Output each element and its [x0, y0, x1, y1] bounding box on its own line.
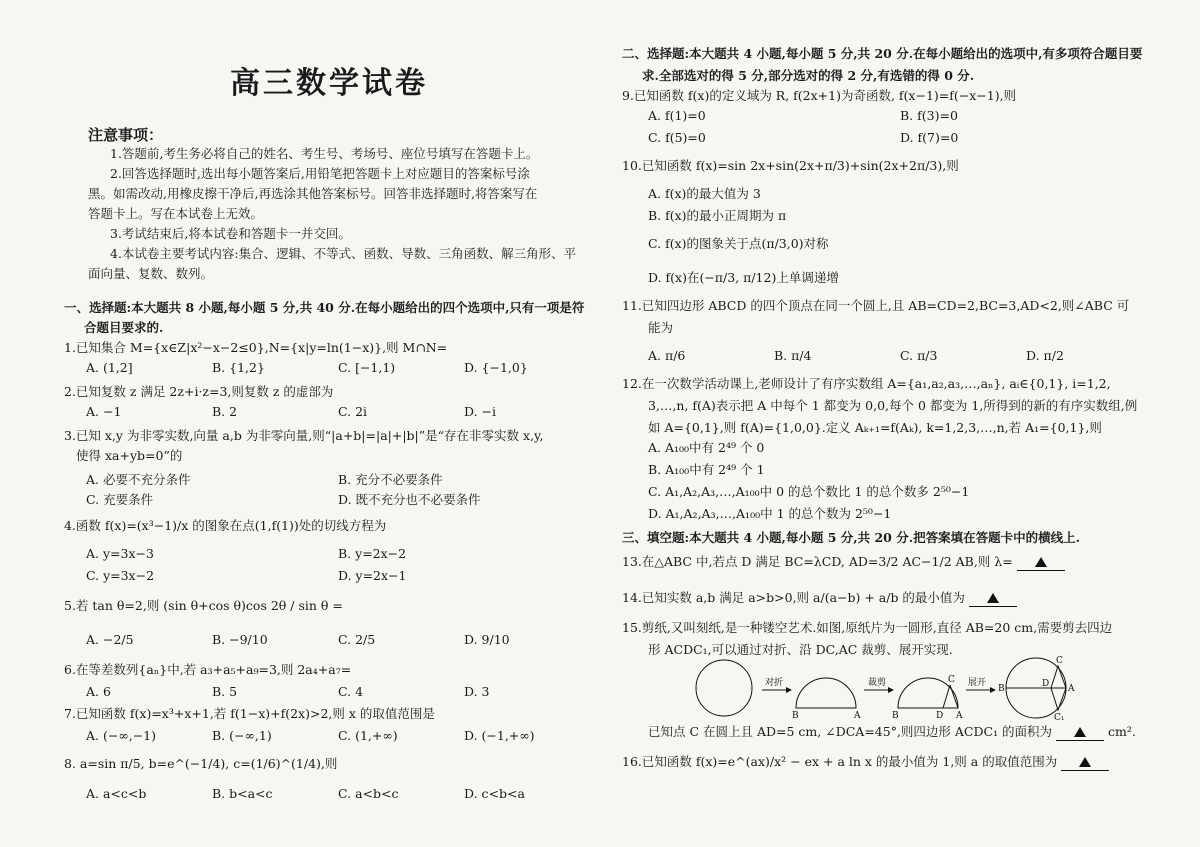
q6-options [86, 684, 544, 699]
figure-circle [696, 660, 752, 716]
q15-stem: 15.剪纸,又叫刻纸,是一种镂空艺术.如图,原纸片为一圆形,直径 AB=20 cm,需要剪去四边 [622, 620, 1113, 635]
q2-option-c: C. 2i [338, 404, 368, 419]
q7-option-a: A. (−∞,−1) [86, 728, 157, 743]
q9-option-b: B. f(3)=0 [900, 108, 958, 123]
label-d: D [1042, 679, 1050, 689]
q4-options-row2 [86, 568, 538, 583]
q9-options-row2 [648, 130, 1060, 145]
q7-option-b: B. (−∞,1) [212, 728, 272, 743]
notice-line: 黑。如需改动,用橡皮擦干净后,再选涂其他答案标号。回答非选择题时,将答案写在 [88, 186, 538, 201]
q11-option-d: D. π/2 [1026, 348, 1064, 363]
q3-options-row2 [86, 490, 538, 508]
q11-stem: 11.已知四边形 ABCD 的四个顶点在同一个圆上,且 AB=CD=2,BC=3,AD<2,则∠ABC 可 [622, 298, 1130, 313]
q3-option-a: A. 必要不充分条件 [86, 472, 191, 487]
q1-option-c: C. [−1,1) [338, 360, 396, 375]
q16-text: 16.已知函数 f(x)=e^(ax)/x² − ex + a ln x 的最小值为 1,则 a 的取值范围为 [622, 754, 1058, 769]
q3-options-row1 [86, 470, 538, 488]
q9-option-c: C. f(5)=0 [648, 130, 706, 145]
q3-option-d: D. 既不充分也不必要条件 [338, 492, 481, 507]
q15-answer-blank [1056, 724, 1104, 741]
q4-option-a: A. y=3x−3 [86, 546, 154, 561]
q7-stem: 7.已知函数 f(x)=x³+x+1,若 f(1−x)+f(2x)>2,则 x 的取值范围是 [64, 706, 435, 721]
q12-stem: 12.在一次数学活动课上,老师设计了有序实数组 A={a₁,a₂,a₃,…,aₙ}, aᵢ∈{0,1}, i=1,2, [622, 376, 1111, 391]
section1-heading-cont: 合题目要求的. [84, 320, 164, 335]
notice-heading: 注意事项： [88, 126, 164, 144]
q2-option-a: A. −1 [86, 404, 122, 419]
section2-heading: 二、选择题:本大题共 4 小题,每小题 5 分,共 20 分.在每小题给出的选项中,有多项符合题目要 [622, 46, 1143, 61]
q6-option-b: B. 5 [212, 684, 238, 699]
q8-option-d: D. c<b<a [464, 786, 525, 801]
label-a: A [854, 711, 861, 721]
q5-option-d: D. 9/10 [464, 632, 510, 647]
q1-option-d: D. {−1,0} [464, 360, 528, 375]
q10-option-a: A. f(x)的最大值为 3 [648, 186, 761, 201]
cut-line-dc [943, 685, 950, 708]
q8-option-a: A. a<c<b [86, 786, 147, 801]
q1-options [86, 360, 544, 375]
q1-option-b: B. {1,2} [212, 360, 265, 375]
q12-option-a: A. A₁₀₀中有 2⁴⁹ 个 0 [648, 440, 765, 455]
unfold-label: 展开 [968, 678, 987, 688]
page-title: 高三数学试卷 [230, 66, 428, 101]
arrow-icon [990, 687, 996, 693]
q12-stem-cont: 如 A={0,1},则 f(A)={1,0,0}.定义 Aₖ₊₁=f(Aₖ), k=1,2,3,…,n,若 A₁={0,1},则 [648, 420, 1102, 435]
q2-option-d: D. −i [464, 404, 496, 419]
q4-option-d: D. y=2x−1 [338, 568, 407, 583]
q14-stem [622, 590, 1017, 607]
q5-stem: 5.若 tan θ=2,则 (sin θ+cos θ)cos 2θ / sin θ = [64, 598, 343, 613]
cut-line-ca [950, 685, 958, 708]
notice-line: 3.考试结束后,将本试卷和答题卡一并交回。 [110, 226, 351, 241]
notice-line: 面向量、复数、数列。 [88, 266, 214, 281]
q11-options [648, 348, 1106, 363]
q8-option-b: B. b<a<c [212, 786, 273, 801]
q10-option-d: D. f(x)在(−π/3, π/12)上单调递增 [648, 270, 839, 285]
q6-stem: 6.在等差数列{aₙ}中,若 a₃+a₅+a₉=3,则 2a₄+a₇= [64, 662, 352, 677]
q9-option-a: A. f(1)=0 [648, 108, 706, 123]
figure-half-circle [796, 678, 856, 708]
q9-option-d: D. f(7)=0 [900, 130, 959, 145]
q15-stem-cont: 形 ACDC₁,可以通过对折、沿 DC,AC 裁剪、展开实现. [648, 642, 953, 657]
section1-heading: 一、选择题:本大题共 8 小题,每小题 5 分,共 40 分.在每小题给出的四个选项中,只有一项是符 [64, 300, 585, 315]
cut-label: 裁剪 [868, 678, 887, 688]
q6-option-c: C. 4 [338, 684, 364, 699]
q10-option-c: C. f(x)的图象关于点(π/3,0)对称 [648, 236, 829, 251]
q10-option-b: B. f(x)的最小正周期为 π [648, 208, 787, 223]
q15-text: 已知点 C 在圆上且 AD=5 cm, ∠DCA=45°,则四边形 ACDC₁ 的面积为 [648, 724, 1053, 739]
label-c: C [1056, 656, 1063, 666]
q13-text: 13.在△ABC 中,若点 D 满足 BC=λCD, AD=3/2 AC−1/2 AB,则 λ= [622, 554, 1013, 569]
label-b: B [998, 684, 1005, 694]
q2-options [86, 404, 544, 419]
q1-stem: 1.已知集合 M={x∈Z|x²−x−2≤0},N={x|y=ln(1−x)},则 M∩N= [64, 340, 448, 355]
q12-option-c: C. A₁,A₂,A₃,…,A₁₀₀中 0 的总个数比 1 的总个数多 2⁵⁰−1 [648, 484, 970, 499]
q3-stem: 3.已知 x,y 为非零实数,向量 a,b 为非零向量,则“|a+b|=|a|+|b|”是“存在非零实数 x,y, [64, 428, 544, 443]
triangle-icon [1074, 727, 1086, 737]
q15-stem-cont [648, 724, 1136, 741]
q3-option-c: C. 充要条件 [86, 492, 154, 507]
notice-line: 答题卡上。写在本试卷上无效。 [88, 206, 264, 221]
section2-heading-cont: 求.全部选对的得 5 分,部分选对的得 2 分,有选错的得 0 分. [642, 68, 975, 83]
triangle-icon [1035, 557, 1047, 567]
label-b: B [792, 711, 799, 721]
q5-options [86, 632, 544, 647]
q14-text: 14.已知实数 a,b 满足 a>b>0,则 a/(a−b) + a/b 的最小值为 [622, 590, 965, 605]
q3-option-b: B. 充分不必要条件 [338, 472, 443, 487]
q16-stem [622, 754, 1109, 771]
label-c: C [948, 675, 955, 685]
q1-option-a: A. (1,2] [86, 360, 133, 375]
q13-answer-blank [1017, 554, 1065, 571]
q5-option-b: B. −9/10 [212, 632, 268, 647]
notice-line: 1.答题前,考生务必将自己的姓名、考生号、考场号、座位号填写在答题卡上。 [110, 146, 539, 161]
q8-stem: 8. a=sin π/5, b=e^(−1/4), c=(1/6)^(1/4),则 [64, 756, 338, 771]
triangle-icon [1079, 757, 1091, 767]
arrow-icon [786, 687, 792, 693]
q8-options [86, 786, 544, 801]
q10-stem: 10.已知函数 f(x)=sin 2x+sin(2x+π/3)+sin(2x+2π/3),则 [622, 158, 959, 173]
q6-option-a: A. 6 [86, 684, 111, 699]
q13-stem [622, 554, 1065, 571]
q7-options [86, 728, 564, 743]
q14-answer-blank [969, 590, 1017, 607]
q12-stem-cont: 3,…,n, f(A)表示把 A 中每个 1 都变为 0,0,每个 0 都变为 1,所得到的新的有序实数组,例 [648, 398, 1138, 413]
q4-option-b: B. y=2x−2 [338, 546, 407, 561]
q7-option-c: C. (1,+∞) [338, 728, 398, 743]
section3-heading: 三、填空题:本大题共 4 小题,每小题 5 分,共 20 分.把答案填在答题卡中的横线上. [622, 530, 1080, 545]
q6-option-d: D. 3 [464, 684, 490, 699]
label-a: A [956, 711, 963, 721]
q4-options-row1 [86, 546, 538, 561]
label-b: B [892, 711, 899, 721]
label-d: D [936, 711, 944, 721]
q16-answer-blank [1061, 754, 1109, 771]
q8-option-c: C. a<b<c [338, 786, 399, 801]
q11-option-c: C. π/3 [900, 348, 938, 363]
q7-option-d: D. (−1,+∞) [464, 728, 535, 743]
q11-option-a: A. π/6 [648, 348, 686, 363]
q4-option-c: C. y=3x−2 [86, 568, 155, 583]
q9-options-row1 [648, 108, 1060, 123]
label-c1: C₁ [1054, 713, 1065, 722]
q12-option-b: B. A₁₀₀中有 2⁴⁹ 个 1 [648, 462, 765, 477]
triangle-icon [987, 593, 999, 603]
q5-option-c: C. 2/5 [338, 632, 376, 647]
q15-unit: cm². [1108, 724, 1136, 739]
q9-stem: 9.已知函数 f(x)的定义域为 R, f(2x+1)为奇函数, f(x−1)=f(−x−1),则 [622, 88, 1017, 103]
q3-stem-cont: 使得 xa+yb=0”的 [76, 448, 183, 463]
q12-option-d: D. A₁,A₂,A₃,…,A₁₀₀中 1 的总个数为 2⁵⁰−1 [648, 506, 892, 521]
q11-option-b: B. π/4 [774, 348, 812, 363]
papercut-figure [692, 652, 1112, 722]
q5-option-a: A. −2/5 [86, 632, 134, 647]
notice-line: 2.回答选择题时,选出每小题答案后,用铅笔把答题卡上对应题目的答案标号涂 [110, 166, 530, 181]
q2-stem: 2.已知复数 z 满足 2z+i·z=3,则复数 z 的虚部为 [64, 384, 334, 399]
q2-option-b: B. 2 [212, 404, 238, 419]
fold-label: 对折 [765, 678, 784, 688]
q4-stem: 4.函数 f(x)=(x³−1)/x 的图象在点(1,f(1))处的切线方程为 [64, 518, 387, 533]
arrow-icon [888, 687, 894, 693]
q11-stem-cont: 能为 [648, 320, 674, 335]
label-a: A [1068, 684, 1075, 694]
notice-line: 4.本试卷主要考试内容:集合、逻辑、不等式、函数、导数、三角函数、解三角形、平 [110, 246, 577, 261]
